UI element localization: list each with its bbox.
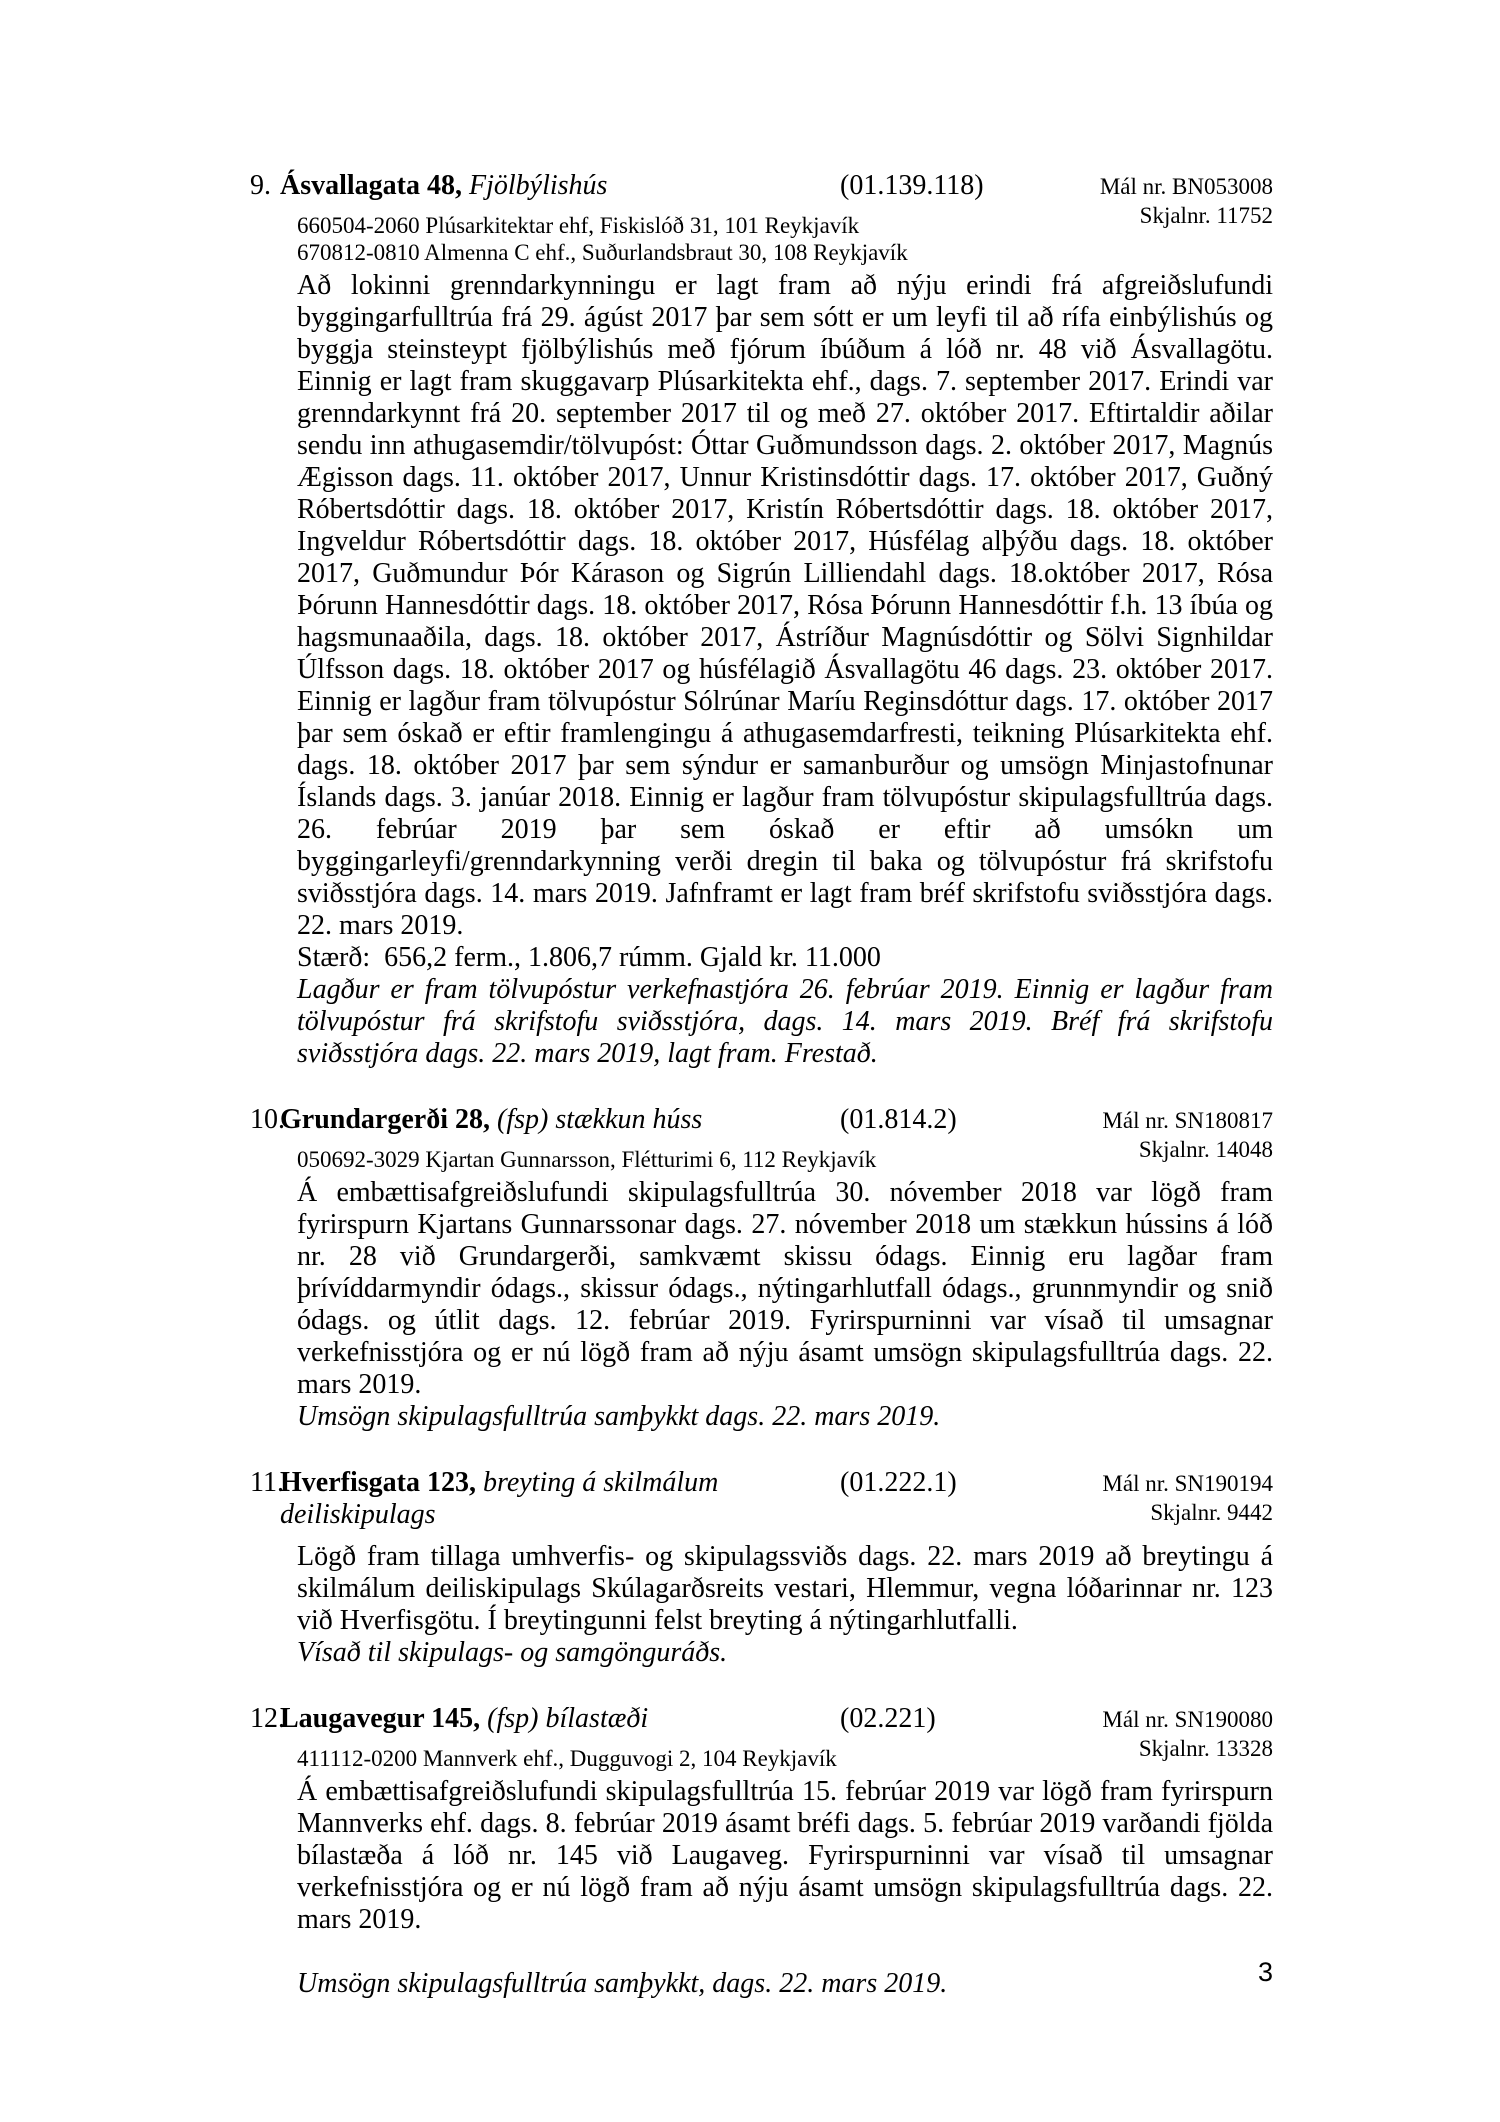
agenda-item-11	[250, 1467, 1273, 1669]
item-title-address: Laugavegur 145,	[280, 1703, 481, 1734]
item-number: 10.	[250, 1104, 285, 1135]
case-reference: Mál nr. BN053008	[1099, 174, 1273, 199]
item-references	[1100, 172, 1273, 230]
item-number: 11.	[250, 1467, 284, 1498]
item-body-text: Á embættisafgreiðslufundi skipulagsfulltrúa 15. febrúar 2019 var lögð fram fyrirspurn Mannverks ehf. dags. 8. febrúar 2019 ásamt bréfi dags. 5. febrúar 2019 varðandi fjölda bílastæða á lóð nr. 145 við Laugaveg. Fyrirspurninni var vísað til umsagnar verkefnisstjóra og er nú lögð fram að nýju ásamt umsögn skipulagsfulltrúa dags. 22. mars 2019.	[297, 1776, 1273, 1935]
document-reference: Skjalnr. 13328	[1138, 1736, 1273, 1761]
case-reference: Mál nr. SN190194	[1102, 1471, 1273, 1496]
item-title-address: Hverfisgata 123,	[280, 1467, 476, 1498]
registrant-line: 050692-3029 Kjartan Gunnarsson, Flétturimi 6, 112 Reykjavík	[297, 1147, 877, 1172]
item-title	[280, 1104, 780, 1136]
document-reference: Skjalnr. 11752	[1139, 203, 1273, 228]
agenda-item-12	[250, 1703, 1273, 2000]
item-title-descriptor: breyting á skilmálum deiliskipulags	[280, 1467, 719, 1530]
document-reference: Skjalnr. 9442	[1150, 1500, 1273, 1525]
agenda-item-9	[250, 170, 1273, 1070]
agenda-item-10	[250, 1104, 1273, 1433]
decision-text: Lagður er fram tölvupóstur verkefnastjóra 26. febrúar 2019. Einnig er lagður fram tölvupóstur frá skrifstofu sviðsstjóra, dags. 14. mars 2019. Bréf frá skrifstofu sviðsstjóra dags. 22. mars 2019, lagt fram. Frestað.	[297, 974, 1273, 1069]
item-title	[280, 1703, 780, 1735]
item-number: 9.	[250, 170, 271, 201]
item-body-text: Lögð fram tillaga umhverfis- og skipulagssviðs dags. 22. mars 2019 að breytingu á skilmálum deiliskipulags Skúlagarðsreits vestari, Hlemmur, vegna lóðarinnar nr. 123 við Hverfisgötu. Í breytingunni felst breyting á nýtingarhlutfalli.	[297, 1541, 1273, 1636]
item-title-descriptor: Fjölbýlishús	[469, 170, 608, 201]
case-reference: Mál nr. SN180817	[1102, 1108, 1273, 1133]
item-title	[280, 1467, 780, 1531]
item-case-number: (01.139.118)	[840, 170, 984, 201]
item-case-number: (02.221)	[840, 1703, 936, 1734]
item-case-number: (01.814.2)	[840, 1104, 957, 1135]
page-number: 3	[1257, 1957, 1273, 1987]
item-body-text: Á embættisafgreiðslufundi skipulagsfulltrúa 30. nóvember 2018 var lögð fram fyrirspurn Kjartans Gunnarssonar dags. 27. nóvember 2018 um stækkun hússins á lóð nr. 28 við Grundargerði, samkvæmt skissu ódags. Einnig eru lagðar fram þrívíddarmyndir ódags., skissur ódags., nýtingarhlutfall ódags., grunnmyndir og snið ódags. og útlit dags. 12. febrúar 2019. Fyrirspurninni var vísað til umsagnar verkefnisstjóra og er nú lögð fram að nýju ásamt umsögn skipulagsfulltrúa dags. 22. mars 2019.	[297, 1177, 1273, 1400]
document-reference: Skjalnr. 14048	[1138, 1137, 1273, 1162]
item-body-text: Að lokinni grenndarkynningu er lagt fram að nýju erindi frá afgreiðslufundi byggingarfulltrúa frá 29. ágúst 2017 þar sem sótt er um leyfi til að rífa einbýlishús og byggja steinsteypt fjölbýlishús með fjórum íbúðum á lóð nr. 48 við Ásvallagötu. Einnig er lagt fram skuggavarp Plúsarkitekta ehf., dags. 7. september 2017. Erindi var grenndarkynnt frá 20. september 2017 til og með 27. október 2017. Eftirtaldir aðilar sendu inn athugasemdir/tölvupóst: Óttar Guðmundsson dags. 2. október 2017, Magnús Ægisson dags. 11. október 2017, Unnur Kristinsdóttir dags. 17. október 2017, Guðný Róbertsdóttir dags. 18. október 2017, Kristín Róbertsdóttir dags. 18. október 2017, Ingveldur Róbertsdóttir dags. 18. október 2017, Húsfélag alþýðu dags. 18. október 2017, Guðmundur Þór Kárason og Sigrún Lilliendahl dags. 18.október 2017, Rósa Þórunn Hannesdóttir dags. 18. október 2017, Rósa Þórunn Hannesdóttir f.h. 13 íbúa og hagsmunaaðila, dags. 18. október 2017, Ástríður Magnúsdóttir og Sölvi Signhildar Úlfsson dags. 18. október 2017 og húsfélagið Ásvallagötu 46 dags. 23. október 2017. Einnig er lagður fram tölvupóstur Sólrúnar Maríu Reginsdóttur dags. 17. október 2017 þar sem óskað er eftir framlengingu á athugasemdarfresti, teikning Plúsarkitekta ehf. dags. 18. október 2017 þar sem sýndur er samanburður og umsögn Minjastofnunar Íslands dags. 3. janúar 2018. Einnig er lagður fram tölvupóstur skipulagsfulltrúa dags. 26. febrúar 2019 þar sem óskað er eftir að umsókn um byggingarleyfi/grenndarkynning verði dregin til baka og tölvupóstur frá skrifstofu sviðsstjóra dags. 14. mars 2019. Jafnframt er lagt fram bréf skrifstofu sviðsstjóra dags. 22. mars 2019.	[297, 270, 1273, 941]
registrant-line: 660504-2060 Plúsarkitektar ehf, Fiskislóð 31, 101 Reykjavík	[297, 213, 860, 238]
item-title-address: Grundargerði 28,	[280, 1104, 490, 1135]
decision-text: Umsögn skipulagsfulltrúa samþykkt dags. 22. mars 2019.	[297, 1401, 941, 1432]
item-title-address: Ásvallagata 48,	[280, 170, 462, 201]
decision-text: Vísað til skipulags- og samgönguráðs.	[297, 1637, 728, 1668]
case-reference: Mál nr. SN190080	[1102, 1707, 1273, 1732]
item-case-number: (01.222.1)	[840, 1467, 957, 1498]
registrant-line: 411112-0200 Mannverk ehf., Dugguvogi 2, 104 Reykjavík	[297, 1746, 837, 1771]
registrant-line: 670812-0810 Almenna C ehf., Suðurlandsbraut 30, 108 Reykjavík	[297, 240, 908, 265]
page-content	[250, 170, 1273, 2034]
item-title-descriptor: (fsp) stækkun húss	[497, 1104, 703, 1135]
item-references	[1102, 1106, 1273, 1164]
item-references	[1102, 1469, 1273, 1527]
decision-text: Umsögn skipulagsfulltrúa samþykkt, dags. 22. mars 2019.	[297, 1968, 948, 1999]
item-header	[250, 1467, 1273, 1531]
item-title-descriptor: (fsp) bílastæði	[487, 1703, 649, 1734]
item-references	[1102, 1705, 1273, 1763]
item-number: 12.	[250, 1703, 285, 1734]
item-title	[280, 170, 780, 202]
size-fee-line: Stærð: 656,2 ferm., 1.806,7 rúmm. Gjald kr. 11.000	[297, 942, 881, 973]
